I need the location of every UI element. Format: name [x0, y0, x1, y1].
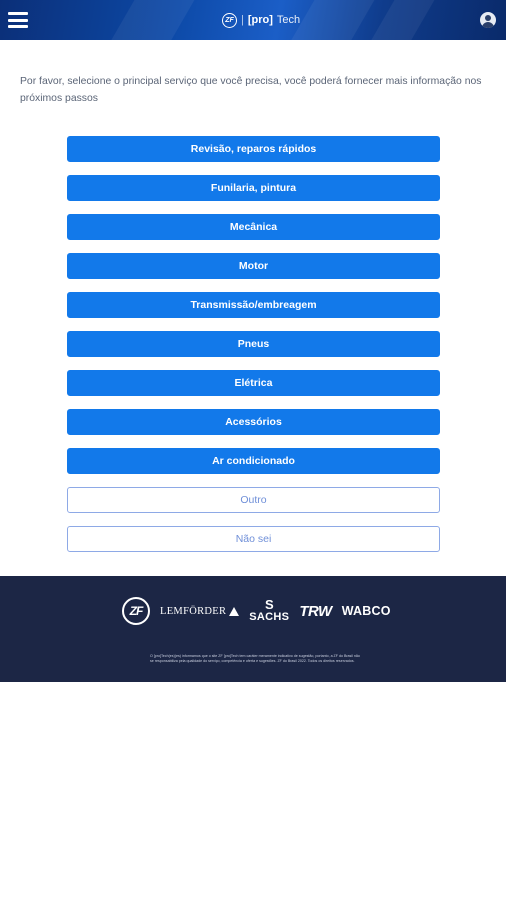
option-motor-button[interactable]: Motor — [67, 253, 440, 279]
zf-logo-icon: ZF — [222, 13, 237, 28]
brand-tech: Tech — [276, 14, 301, 26]
option-outro-button[interactable]: Outro — [67, 487, 440, 513]
intro-text: Por favor, selecione o principal serviço que você precisa, você poderá fornecer mais informação nos próximos passos — [20, 76, 482, 104]
option-acessorios-button[interactable]: Acessórios — [67, 409, 440, 435]
menu-icon[interactable] — [8, 12, 28, 28]
option-eletrica-button[interactable]: Elétrica — [67, 370, 440, 396]
sachs-wordmark: SACHS — [249, 611, 290, 623]
option-ar-condicionado-button[interactable]: Ar condicionado — [67, 448, 440, 474]
lemforder-logo: LEMFÖRDER — [160, 605, 227, 617]
legal-text: O [pro]Tech(es)(es) informamos que o site ZF [pro]Tech tem caráter meramente indicativo de sugestão, portanto, a ZF do Brasil não se responsabiliza pela qualidade do serviço, competência e oferta e sugestões. ZF do Brasil 2022. Todos os direitos reservados. — [150, 654, 360, 663]
brand-pro: [pro] — [247, 14, 273, 26]
app-logo — [222, 11, 300, 29]
sachs-mark-icon: S — [264, 597, 274, 612]
wabco-logo: WABCO — [341, 604, 391, 618]
option-nao-sei-button[interactable]: Não sei — [67, 526, 440, 552]
option-pneus-button[interactable]: Pneus — [67, 331, 440, 357]
zf-logo: ZF — [122, 597, 150, 625]
footer — [0, 576, 506, 682]
brand-separator: | — [241, 14, 244, 26]
option-transmissao-button[interactable]: Transmissão/embreagem — [67, 292, 440, 318]
header-decoration — [94, 0, 206, 40]
option-mecanica-button[interactable]: Mecânica — [67, 214, 440, 240]
sachs-logo — [249, 599, 289, 623]
option-funilaria-button[interactable]: Funilaria, pintura — [67, 175, 440, 201]
brand-logos — [122, 596, 391, 626]
trw-logo: TRW — [299, 602, 332, 620]
app-header — [0, 0, 506, 40]
user-icon[interactable] — [480, 12, 496, 28]
lemforder-mark-icon — [229, 607, 239, 616]
option-revisao-button[interactable]: Revisão, reparos rápidos — [67, 136, 440, 162]
